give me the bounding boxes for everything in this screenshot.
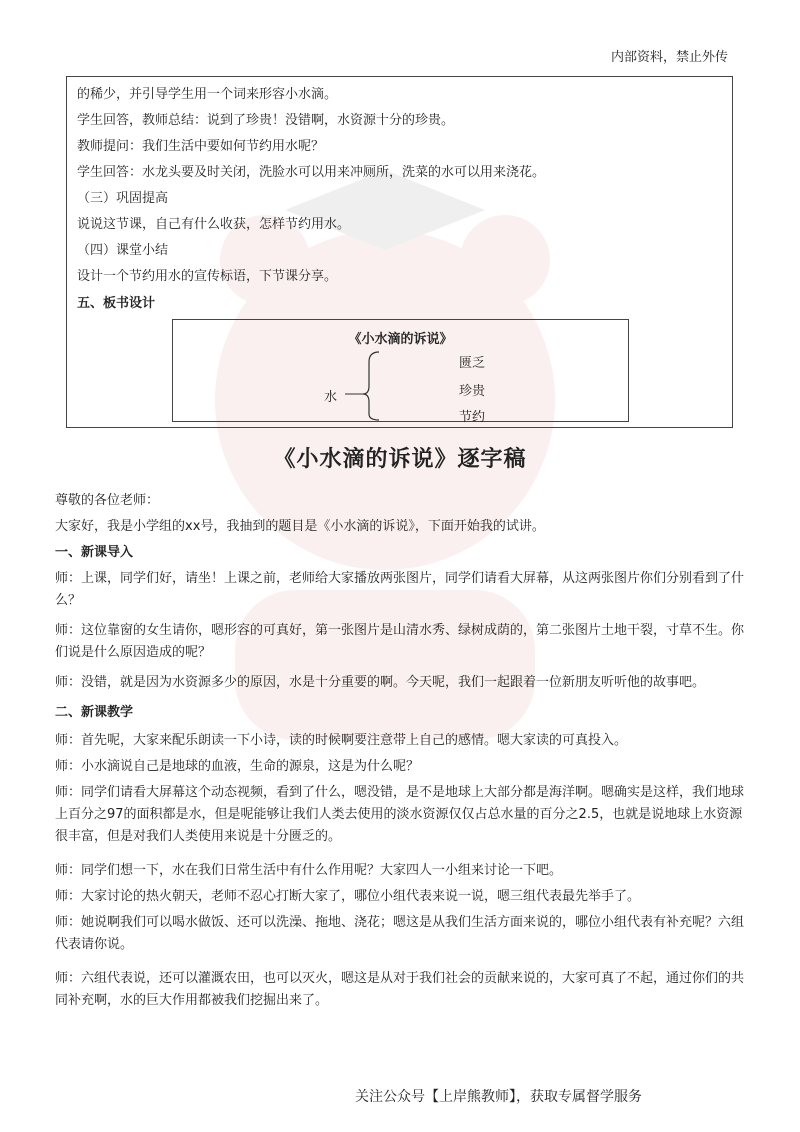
box-line: 教师提问：我们生活中要如何节约用水呢？: [77, 139, 325, 154]
paragraph: 师：小水滴说自己是地球的血液，生命的源泉，这是为什么呢？: [55, 759, 420, 774]
section-one-heading: 一、新课导入: [55, 545, 134, 560]
box-line: 设计一个节约用水的宣传标语，下节课分享。: [77, 269, 338, 284]
paragraph: 师：上课，同学们好，请坐！上课之前，老师给大家播放两张图片，同学们请看大屏幕，从这两张图片你们分别看到了什么？: [55, 571, 745, 608]
board-item: 珍贵: [459, 384, 486, 399]
paragraph: 师：大家讨论的热火朝天，老师不忍心打断大家了，哪位小组代表来说一说，嗯三组代表最先举手了。: [55, 889, 641, 904]
paragraph: 师：同学们请看大屏幕这个动态视频，看到了什么，嗯没错，是不是地球上大部分都是海洋啊。嗯确实是这样，我们地球上百分之97的面积都是水，但是呢能够让我们人类去使用的淡水资源仅仅占总水量的百分之2.5，也就是说地球上水资源很丰富，但是对我们人类使用来说是十分匮乏的。: [55, 785, 745, 844]
paragraph: 师：这位靠窗的女生请你，嗯形容的可真好，第一张图片是山清水秀、绿树成荫的，第二张图片土地干裂，寸草不生。你们说是什么原因造成的呢？: [55, 623, 745, 660]
box-line: 学生回答，教师总结：说到了珍贵！没错啊，水资源十分的珍贵。: [77, 113, 455, 128]
section-two-heading: 二、新课教学: [55, 705, 134, 720]
box-line: 说说这节课，自己有什么收获，怎样节约用水。: [77, 217, 351, 232]
box-line: （三）巩固提高: [77, 191, 169, 206]
confidential-note: 内部资料，禁止外传: [610, 50, 728, 65]
box-line: 学生回答：水龙头要及时关闭，洗脸水可以用来冲厕所，洗菜的水可以用来浇花。: [77, 165, 546, 180]
section-five-heading: 五、板书设计: [77, 296, 156, 311]
paragraph: 师：首先呢，大家来配乐朗读一下小诗，读的时候啊要注意带上自己的感情。嗯大家读的可真投入。: [55, 733, 628, 748]
greeting: 尊敬的各位老师：: [55, 493, 160, 508]
brace-connector: [173, 320, 630, 423]
board-title: 《小水滴的诉说》: [348, 332, 453, 347]
board-root-word: 水: [324, 390, 338, 405]
lesson-plan-box: [66, 76, 733, 428]
blackboard-design: [172, 319, 629, 425]
paragraph: 师：没错，就是因为水资源多少的原因，水是十分重要的啊。今天呢，我们一起跟着一位新朋友听听他的故事吧。: [55, 675, 706, 690]
box-line: 的稀少，并引导学生用一个词来形容小水滴。: [77, 87, 338, 102]
board-item: 节约: [459, 410, 486, 425]
paragraph: 师：她说啊我们可以喝水做饭、还可以洗澡、拖地、浇花；嗯这是从我们生活方面来说的，哪位小组代表有补充呢？六组代表请你说。: [55, 915, 745, 952]
footer-promo: 关注公众号【上岸熊教师】，获取专属督学服务: [355, 1089, 642, 1105]
board-item: 匮乏: [459, 356, 486, 371]
paragraph: 师：六组代表说，还可以灌溉农田，也可以灭火，嗯这是从对于我们社会的贡献来说的，大家可真了不起，通过你们的共同补充啊，水的巨大作用都被我们挖掘出来了。: [55, 971, 745, 1008]
intro-paragraph: 大家好，我是小学组的xx号，我抽到的题目是《小水滴的诉说》，下面开始我的试讲。: [55, 519, 545, 534]
box-line: （四）课堂小结: [77, 243, 169, 258]
paragraph: 师：同学们想一下，水在我们日常生活中有什么作用呢？大家四人一小组来讨论一下吧。: [55, 863, 563, 878]
script-title: 《小水滴的诉说》逐字稿: [273, 447, 527, 472]
